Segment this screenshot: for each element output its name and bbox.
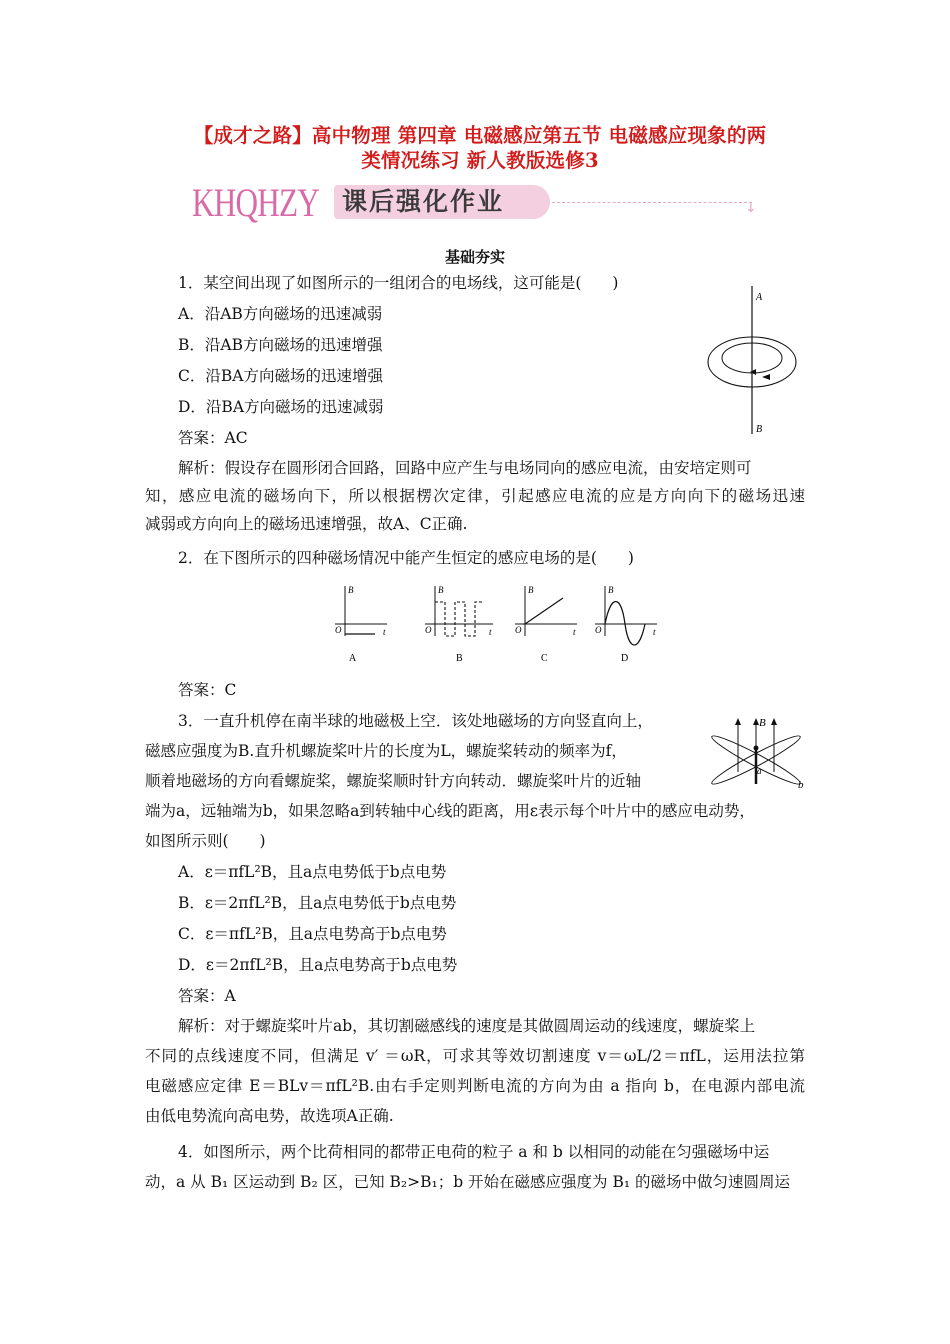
banner-dashed-line	[552, 202, 752, 203]
q4-line-2: 动，a 从 B₁ 区运动到 B₂ 区，已知 B₂>B₁；b 开始在磁感应强度为 B₁ 的磁场中做匀速圆周运	[145, 1173, 791, 1191]
q3-explanation-line-1	[145, 1015, 805, 1037]
q3-option-c: C．ε＝πfL²B，且a点电势高于b点电势	[178, 925, 447, 943]
q2-stem: 2．在下图所示的四种磁场情况中能产生恒定的感应电场的是( )	[178, 549, 634, 567]
section-heading: 基础夯实	[444, 248, 505, 266]
q1-option-b: B．沿AB方向磁场的迅速增强	[178, 336, 383, 354]
q1-answer: 答案：AC	[178, 429, 248, 447]
q3-line-5: 如图所示则( )	[145, 832, 266, 850]
q1-explanation-line-1	[145, 457, 805, 479]
q1-field-figure	[700, 282, 810, 440]
q3-explain-label: 解析：	[178, 1017, 225, 1035]
q2-d-axis-b: B	[608, 585, 614, 595]
q3-fig-label-a: a	[757, 766, 762, 776]
q3-fig-label-field: B	[759, 717, 766, 729]
q3-explanation-line-4: 由低电势流向高电势，故选项A正确.	[145, 1107, 394, 1125]
q2-label-c: C	[541, 653, 548, 664]
q2-label-d: D	[621, 653, 629, 664]
title-line-2: 类情况练习 新人教版选修3	[361, 149, 599, 172]
q2-graph-c	[515, 585, 577, 664]
q3-option-a: A．ε＝πfL²B，且a点电势低于b点电势	[178, 863, 447, 881]
q3-fig-label-b: b	[798, 779, 804, 791]
banner-text: 课后强化作业	[342, 187, 505, 216]
q3-explanation-line-3: 电磁感应定律 E＝BLv＝πfL²B.由右手定则判断电流的方向为由 a 指向 b，在电源内部电流	[145, 1077, 805, 1095]
q2-c-axis-t: t	[573, 627, 576, 637]
q2-a-axis-t: t	[383, 627, 386, 637]
q1-explain-text-1: 假设存在圆形闭合回路，回路中应产生与电场同向的感应电流，由安培定则可	[224, 459, 752, 477]
q2-c-axis-b: B	[528, 585, 534, 595]
q3-option-d: D．ε＝2πfL²B，且a点电势高于b点电势	[178, 956, 458, 974]
document-title	[120, 123, 840, 173]
q2-b-axis-b: B	[438, 585, 444, 595]
q1-fig-label-a: A	[756, 292, 763, 303]
q3-line-3: 顺着地磁场的方向看螺旋桨，螺旋桨顺时针方向转动．螺旋桨叶片的近轴	[145, 772, 642, 790]
homework-banner	[192, 180, 762, 228]
q2-label-b: B	[456, 653, 463, 664]
q2-graphs-figure	[325, 580, 665, 670]
title-line-1: 【成才之路】高中物理 第四章 电磁感应第五节 电磁感应现象的两	[193, 124, 767, 147]
q4-line-1: 4．如图所示，两个比荷相同的都带正电荷的粒子 a 和 b 以相同的动能在匀强磁场中运	[178, 1143, 770, 1161]
q2-a-axis-b: B	[348, 585, 354, 595]
q2-answer: 答案：C	[178, 681, 237, 699]
q2-c-origin: O	[515, 625, 522, 635]
q1-option-a: A．沿AB方向磁场的迅速减弱	[178, 305, 383, 323]
q2-graph-d	[595, 585, 657, 664]
q1-explanation-line-2: 知，感应电流的磁场向下，所以根据楞次定律，引起感应电流的应是方向向下的磁场迅速	[145, 487, 805, 505]
q3-option-b: B．ε＝2πfL²B，且a点电势低于b点电势	[178, 894, 457, 912]
q1-option-d: D．沿BA方向磁场的迅速减弱	[178, 398, 384, 416]
q3-line-4: 端为a，远轴端为b，如果忽略a到转轴中心线的距离，用ε表示每个叶片中的感应电动势，	[145, 802, 755, 820]
q2-label-a: A	[349, 653, 357, 664]
q3-line-2: 磁感应强度为B.直升机螺旋桨叶片的长度为L，螺旋桨转动的频率为f，	[145, 742, 627, 760]
q1-stem: 1．某空间出现了如图所示的一组闭合的电场线，这可能是( )	[178, 274, 619, 292]
q1-explain-label: 解析：	[178, 459, 225, 477]
q2-graph-b	[425, 585, 493, 664]
q2-b-axis-t: t	[489, 627, 492, 637]
q1-fig-label-b: B	[756, 424, 763, 435]
q1-explanation-line-3: 减弱或方向向上的磁场迅速增强，故A、C正确.	[145, 515, 468, 533]
down-arrow-icon: ↓	[745, 200, 757, 216]
q2-d-origin: O	[595, 625, 602, 635]
q2-graph-a	[335, 585, 387, 664]
q2-a-origin: O	[335, 625, 342, 635]
q3-answer: 答案：A	[178, 987, 236, 1005]
q3-explain-text-1: 对于螺旋桨叶片ab，其切割磁感线的速度是其做圆周运动的线速度，螺旋桨上	[224, 1017, 756, 1035]
q3-line-1: 3．一直升机停在南半球的地磁极上空．该处地磁场的方向竖直向上，	[178, 712, 653, 730]
q3-explanation-line-2: 不同的点线速度不同，但满足 v′ ＝ωR，可求其等效切割速度 v＝ωL/2＝πfL，运用法拉第	[145, 1047, 805, 1065]
banner-logo: KHQHZY	[192, 180, 320, 225]
q1-option-c: C．沿BA方向磁场的迅速增强	[178, 367, 383, 385]
q3-propeller-figure	[702, 712, 814, 798]
q2-d-axis-t: t	[653, 627, 656, 637]
q2-b-origin: O	[425, 625, 432, 635]
